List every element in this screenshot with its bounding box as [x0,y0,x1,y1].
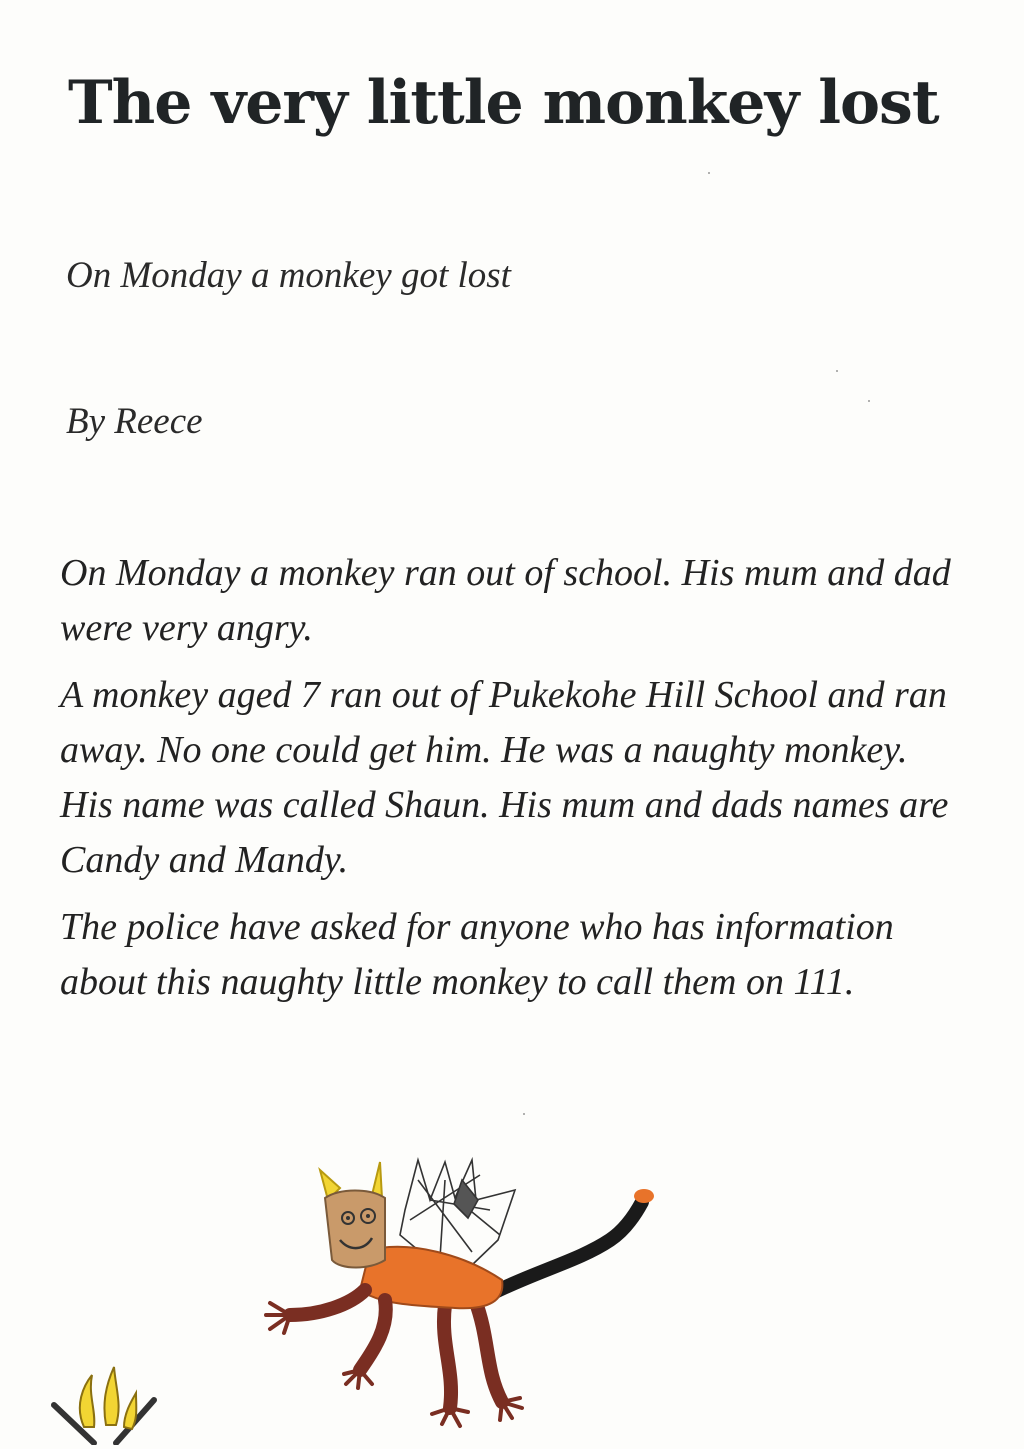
story-paragraph-2: A monkey aged 7 ran out of Pukekohe Hill School and ran away. No one could get him. He was a naughty monkey. His name was called Shaun. His mum and dads names are Candy and Mandy. [60,674,949,881]
back-legs [444,1300,502,1408]
scan-speck [868,400,870,402]
monkey-head [320,1162,385,1268]
document-title: The very little monkey lost [68,68,939,138]
monkey-tail [495,1202,642,1292]
monkey-drawing [240,1140,680,1440]
story-paragraph-1: On Monday a monkey ran out of school. His mum and dad were very angry. [60,552,951,649]
document-subtitle: On Monday a monkey got lost [66,255,511,296]
story-paragraph-3: The police have asked for anyone who has information about this naughty little monkey to call them on 111. [60,906,894,1003]
author-byline: By Reece [66,401,203,442]
scan-speck [836,370,838,372]
tail-tip [634,1189,654,1203]
front-legs [290,1290,386,1370]
scan-speck [708,172,710,174]
scan-speck [523,1113,525,1115]
campfire-drawing [44,1355,164,1445]
story-body [60,546,960,1022]
